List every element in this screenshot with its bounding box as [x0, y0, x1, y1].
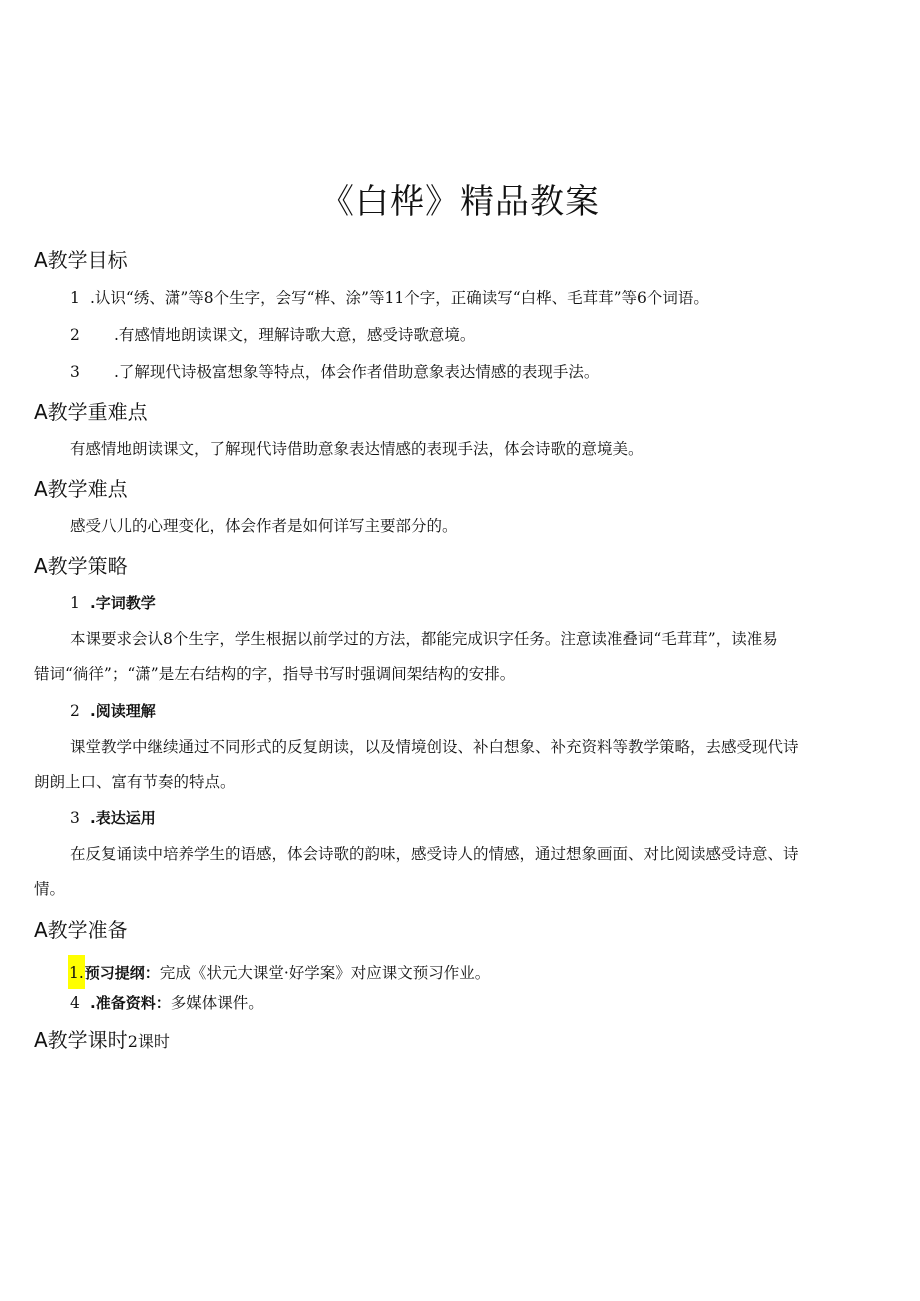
preparation-label: .准备资料： — [90, 994, 171, 1012]
heading-difficulties: A教学难点 — [34, 477, 128, 501]
strategy-number: 1 — [70, 594, 80, 612]
heading-hours — [34, 1026, 170, 1056]
strategy-title: .表达运用 — [90, 809, 156, 827]
goal-item-text: .认识“绣、潇”等8个生字，会写“桦、涂”等11个字，正确读写“白桦、毛茸茸”等6个词语。 — [90, 289, 709, 307]
goal-item-number: 3 — [70, 363, 80, 381]
goal-item-number: 2 — [70, 326, 80, 344]
strategy-number: 2 — [70, 702, 80, 720]
heading-preparation: A教学准备 — [34, 918, 128, 942]
goal-item — [70, 323, 475, 347]
difficulties-text: 感受八儿的心理变化，体会作者是如何详写主要部分的。 — [70, 517, 458, 535]
goal-item-text: .了解现代诗极富想象等特点，体会作者借助意象表达情感的表现手法。 — [114, 363, 600, 381]
page-title: 《白桦》精品教案 — [320, 182, 600, 222]
strategy-title: .字词教学 — [90, 594, 156, 612]
goal-item-number: 1 — [70, 289, 80, 307]
strategy-paragraph-line: 本课要求会认8个生字，学生根据以前学过的方法，都能完成识字任务。注意读准叠词“毛茸茸”，读准易 — [70, 630, 778, 648]
hours-heading: A教学课时 — [34, 1028, 128, 1052]
heading-goals: A教学目标 — [34, 248, 128, 272]
strategy-paragraph-line: 课堂教学中继续通过不同形式的反复朗读，以及情境创设、补白想象、补充资料等教学策略，去感受现代诗 — [70, 738, 799, 756]
strategy-subheading — [70, 591, 156, 615]
heading-strategy: A教学策略 — [34, 554, 128, 578]
heading-key-points: A教学重难点 — [34, 400, 148, 424]
strategy-paragraph-line: 在反复诵读中培养学生的语感，体会诗歌的韵味，感受诗人的情感，通过想象画面、对比阅读感受诗意、诗 — [70, 845, 799, 863]
strategy-paragraph-line: 情。 — [34, 880, 66, 898]
strategy-number: 3 — [70, 809, 80, 827]
strategy-title: .阅读理解 — [90, 702, 156, 720]
preparation-item — [70, 991, 264, 1015]
goal-item-text: .有感情地朗读课文，理解诗歌大意，感受诗歌意境。 — [114, 326, 476, 344]
strategy-paragraph-line: 错词“徜徉”；“潇”是左右结构的字，指导书写时强调间架结构的安排。 — [34, 665, 516, 683]
preparation-number: 4 — [70, 994, 80, 1012]
hours-value: 2课时 — [127, 1032, 170, 1051]
highlighted-number: 1. — [68, 955, 85, 989]
strategy-paragraph-line: 朗朗上口、富有节奏的特点。 — [34, 773, 236, 791]
goal-item — [70, 286, 709, 310]
goal-item — [70, 360, 599, 384]
preparation-label: 预习提纲： — [84, 964, 160, 982]
key-points-text: 有感情地朗读课文，了解现代诗借助意象表达情感的表现手法，体会诗歌的意境美。 — [70, 440, 644, 458]
strategy-subheading — [70, 699, 156, 723]
preparation-item — [70, 955, 490, 989]
preparation-text: 多媒体课件。 — [170, 994, 264, 1012]
preparation-text: 完成《状元大课堂·好学案》对应课文预习作业。 — [159, 964, 491, 982]
strategy-subheading — [70, 806, 156, 830]
